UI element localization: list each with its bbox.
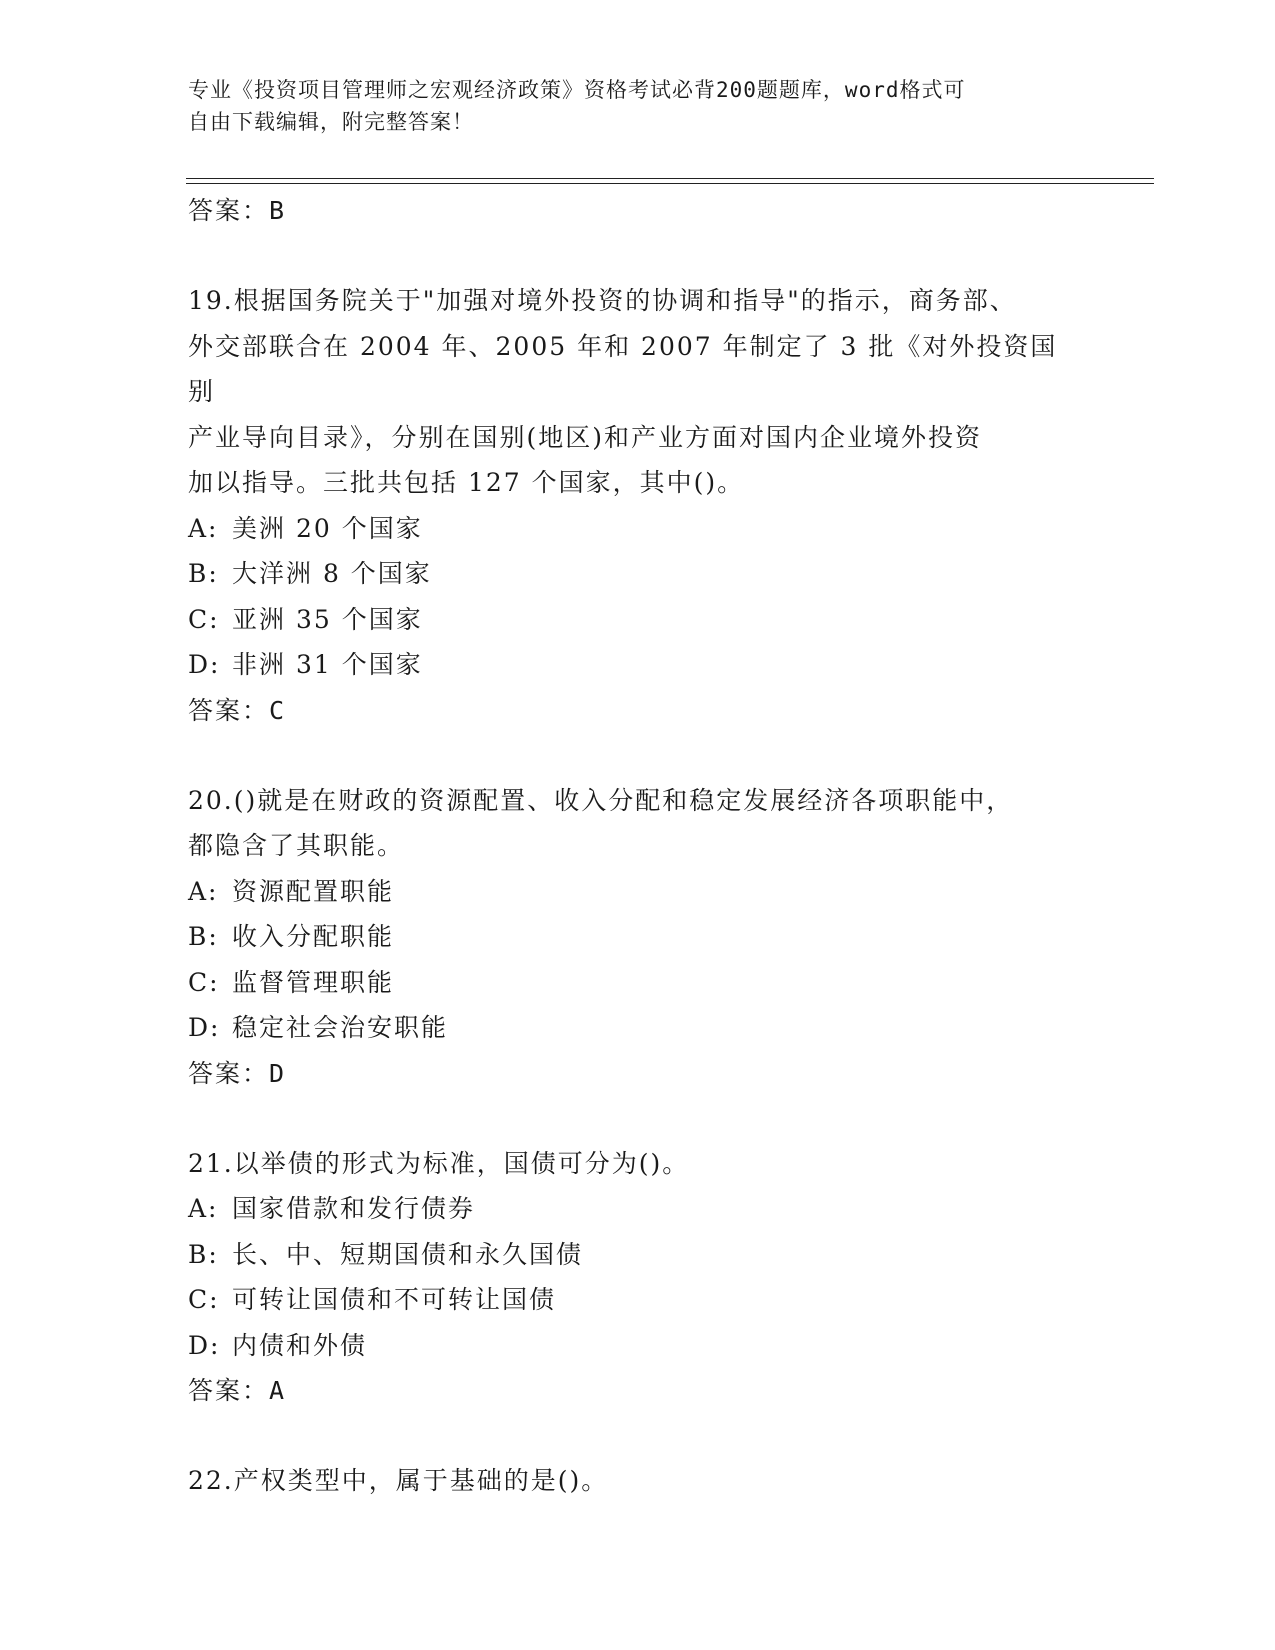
question-19 <box>188 278 1088 734</box>
question-line: 产权类型中，属于基础的是()。 <box>233 1466 609 1495</box>
answer-line <box>188 188 1088 234</box>
option-text: 收入分配职能 <box>232 922 395 951</box>
option-key: C: <box>188 604 220 634</box>
question-line: 外交部联合在 2004 年、2005 年和 2007 年制定了 3 批《对外投资国别 <box>188 331 1058 406</box>
document-header <box>188 74 1068 138</box>
question-22 <box>188 1458 1088 1504</box>
header-divider-bottom <box>186 183 1154 184</box>
option-text: 大洋洲 8 个国家 <box>232 559 432 588</box>
option-b <box>188 914 1088 960</box>
option-text: 内债和外债 <box>232 1330 368 1360</box>
option-b <box>188 1232 1088 1278</box>
question-line: ()就是在财政的资源配置、收入分配和稳定发展经济各项职能中， <box>233 785 1014 815</box>
question-line: 加以指导。三批共包括 127 个国家，其中()。 <box>188 468 745 497</box>
option-key: C: <box>188 967 220 997</box>
option-text: 稳定社会治安职能 <box>232 1013 449 1042</box>
question-line: 以举债的形式为标准，国债可分为()。 <box>233 1148 690 1178</box>
option-key: B: <box>188 559 219 588</box>
option-a <box>188 1186 1088 1232</box>
option-key: A: <box>188 1194 219 1223</box>
option-text: 非洲 31 个国家 <box>232 650 423 679</box>
question-list <box>188 188 1088 1504</box>
question-stem <box>188 1141 1068 1187</box>
question-line: 根据国务院关于"加强对境外投资的协调和指导"的指示，商务部、 <box>233 286 1017 315</box>
option-d <box>188 1323 1088 1369</box>
option-key: A: <box>188 876 219 906</box>
answer-prefix: 答案： <box>188 196 270 225</box>
answer-line <box>188 1368 1088 1414</box>
question-number: 19. <box>188 286 234 315</box>
answer-value: D <box>269 1058 287 1088</box>
question-line: 都隐含了其职能。 <box>188 831 405 860</box>
option-b <box>188 551 1088 597</box>
option-c <box>188 597 1088 643</box>
option-key: B: <box>188 922 219 951</box>
option-key: D: <box>188 650 221 679</box>
question-line: 产业导向目录》，分别在国别(地区)和产业方面对国内企业境外投资 <box>188 422 983 452</box>
option-text: 资源配置职能 <box>232 876 395 906</box>
question-stem <box>188 278 1068 506</box>
option-text: 亚洲 35 个国家 <box>232 604 423 634</box>
option-text: 长、中、短期国债和永久国债 <box>232 1239 584 1269</box>
answer-prefix: 答案： <box>188 695 270 725</box>
option-key: A: <box>188 513 219 543</box>
option-key: D: <box>188 1330 221 1360</box>
answer-prefix: 答案： <box>188 1058 270 1088</box>
question-20 <box>188 778 1088 1097</box>
answer-prefix: 答案： <box>188 1376 270 1405</box>
question-stem <box>188 778 1068 869</box>
option-text: 可转让国债和不可转让国债 <box>232 1285 557 1314</box>
option-d <box>188 1005 1088 1051</box>
answer-value: C <box>269 695 287 725</box>
option-text: 国家借款和发行债券 <box>232 1194 476 1223</box>
option-text: 美洲 20 个国家 <box>232 513 423 543</box>
question-number: 20. <box>188 785 234 815</box>
option-c <box>188 1277 1088 1323</box>
question-stem <box>188 1458 1068 1504</box>
question-number: 22. <box>188 1466 234 1495</box>
answer-value: B <box>269 196 287 225</box>
option-a <box>188 869 1088 915</box>
option-c <box>188 960 1088 1006</box>
answer-line <box>188 1051 1088 1097</box>
header-divider-top <box>186 178 1154 179</box>
option-key: D: <box>188 1013 221 1042</box>
option-d <box>188 642 1088 688</box>
option-a <box>188 506 1088 552</box>
option-key: B: <box>188 1239 219 1269</box>
option-text: 监督管理职能 <box>232 967 395 997</box>
header-line-2: 自由下载编辑，附完整答案！ <box>188 110 474 134</box>
option-key: C: <box>188 1285 220 1314</box>
question-number: 21. <box>188 1148 234 1178</box>
question-21 <box>188 1141 1088 1415</box>
answer-line <box>188 688 1088 734</box>
header-line-1: 专业《投资项目管理师之宏观经济政策》资格考试必背200题题库，word格式可 <box>188 78 966 102</box>
answer-value: A <box>269 1376 287 1405</box>
